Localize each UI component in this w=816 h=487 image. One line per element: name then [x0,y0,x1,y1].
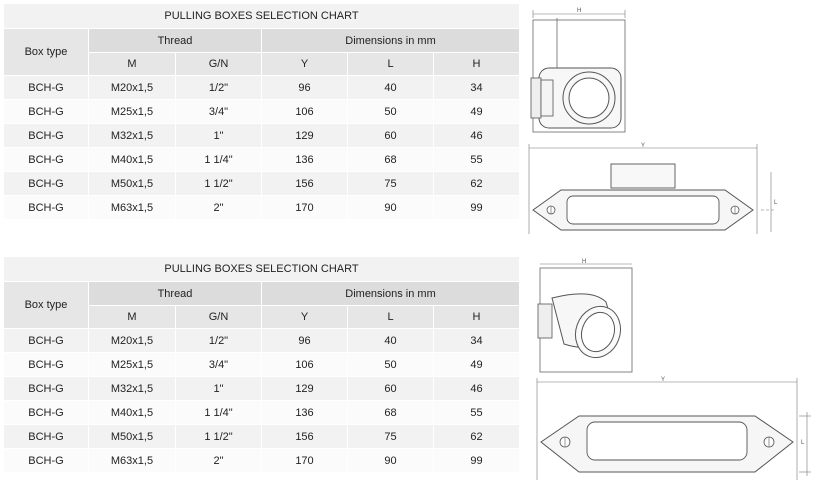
table-cell: M20x1,5 [89,76,176,100]
column-header-l: L [348,306,434,329]
dim-label-l: L [774,200,778,206]
thread-header: Thread [89,282,262,306]
pulling-box-svg-top-1 [527,6,631,138]
box-type-cell: BCH-G [4,148,89,172]
table-cell: 1/2" [176,76,262,100]
table-row [4,148,520,172]
pulling-box-svg-side-2 [531,376,813,484]
column-header-y: Y [262,306,348,329]
table-cell: 136 [262,401,348,425]
table-title: PULLING BOXES SELECTION CHART [4,4,520,29]
table-cell: 60 [348,124,434,148]
box-type-cell: BCH-G [4,124,89,148]
table-cell: 49 [434,353,520,377]
pulling-box-drawing-side-2 [531,376,813,484]
dim-label-l: L [801,440,805,446]
column-header-gn: G/N [176,306,262,329]
table-cell: M40x1,5 [89,401,176,425]
box-type-cell: BCH-G [4,329,89,353]
table-cell: 106 [262,100,348,124]
table-cell: 99 [434,449,520,473]
table-cell: 170 [262,449,348,473]
table-cell: 106 [262,353,348,377]
column-header-h: H [434,306,520,329]
table-cell: 90 [348,196,434,220]
table-cell: 2" [176,196,262,220]
table-row [4,172,520,196]
box-type-cell: BCH-G [4,425,89,449]
column-header-m: M [89,53,176,76]
column-header-y: Y [262,53,348,76]
box-type-cell: BCH-G [4,100,89,124]
column-header-h: H [434,53,520,76]
table-cell: 50 [348,100,434,124]
dim-label-y: Y [661,377,666,383]
pulling-box-drawing-side-1 [525,142,785,238]
table-cell: 1 1/2" [176,425,262,449]
table-cell: M20x1,5 [89,329,176,353]
dim-label-h: H [582,259,587,265]
box-type-cell: BCH-G [4,172,89,196]
table-cell: 90 [348,449,434,473]
table-cell: 1" [176,124,262,148]
box-type-cell: BCH-G [4,76,89,100]
table-row [4,353,520,377]
selection-chart-table-2 [3,256,520,473]
table-row [4,196,520,220]
table-cell: 55 [434,401,520,425]
dim-label-h: H [577,8,582,14]
table-cell: 62 [434,172,520,196]
table-cell: 34 [434,329,520,353]
table-cell: M63x1,5 [89,196,176,220]
table-cell: M50x1,5 [89,425,176,449]
table-cell: M63x1,5 [89,449,176,473]
table-cell: 40 [348,329,434,353]
table-row [4,377,520,401]
table-cell: M25x1,5 [89,353,176,377]
box-type-cell: BCH-G [4,353,89,377]
table-row [4,124,520,148]
box-type-header: Box type [4,282,89,329]
column-header-l: L [348,53,434,76]
table-cell: 75 [348,172,434,196]
table-cell: 1/2" [176,329,262,353]
dimensions-header: Dimensions in mm [262,282,520,306]
table-row [4,100,520,124]
table-cell: 68 [348,148,434,172]
box-type-cell: BCH-G [4,196,89,220]
pulling-box-svg-side-1 [525,142,785,238]
table-row [4,76,520,100]
pulling-box-svg-top-2 [534,258,638,374]
table-cell: 1 1/4" [176,148,262,172]
column-header-m: M [89,306,176,329]
dimensions-header: Dimensions in mm [262,29,520,53]
column-header-gn: G/N [176,53,262,76]
table-cell: M32x1,5 [89,377,176,401]
table-cell: M40x1,5 [89,148,176,172]
table-cell: M32x1,5 [89,124,176,148]
pulling-box-drawing-top-2 [534,258,638,374]
table-cell: 3/4" [176,353,262,377]
table-cell: 75 [348,425,434,449]
pulling-box-drawing-top-1 [527,6,631,138]
table-cell: 2" [176,449,262,473]
table-cell: 62 [434,425,520,449]
box-type-cell: BCH-G [4,377,89,401]
table-cell: 1 1/4" [176,401,262,425]
table-cell: 40 [348,76,434,100]
table-cell: 129 [262,124,348,148]
table-title: PULLING BOXES SELECTION CHART [4,257,520,282]
box-type-header: Box type [4,29,89,76]
table-cell: M25x1,5 [89,100,176,124]
table-cell: 34 [434,76,520,100]
table-cell: 49 [434,100,520,124]
table-cell: 3/4" [176,100,262,124]
dim-label-y: Y [641,143,646,149]
table-row [4,449,520,473]
table-cell: 60 [348,377,434,401]
table-cell: 96 [262,76,348,100]
table-cell: 156 [262,425,348,449]
table-cell: 46 [434,377,520,401]
table-cell: 1 1/2" [176,172,262,196]
table-cell: 170 [262,196,348,220]
table-row [4,329,520,353]
table-cell: M50x1,5 [89,172,176,196]
table-cell: 99 [434,196,520,220]
table-cell: 96 [262,329,348,353]
table-cell: 156 [262,172,348,196]
table-cell: 50 [348,353,434,377]
box-type-cell: BCH-G [4,401,89,425]
thread-header: Thread [89,29,262,53]
table-cell: 1" [176,377,262,401]
table-cell: 55 [434,148,520,172]
table-cell: 46 [434,124,520,148]
table-row [4,425,520,449]
box-type-cell: BCH-G [4,449,89,473]
table-cell: 129 [262,377,348,401]
table-cell: 136 [262,148,348,172]
table-row [4,401,520,425]
table-cell: 68 [348,401,434,425]
selection-chart-table-1 [3,3,520,220]
